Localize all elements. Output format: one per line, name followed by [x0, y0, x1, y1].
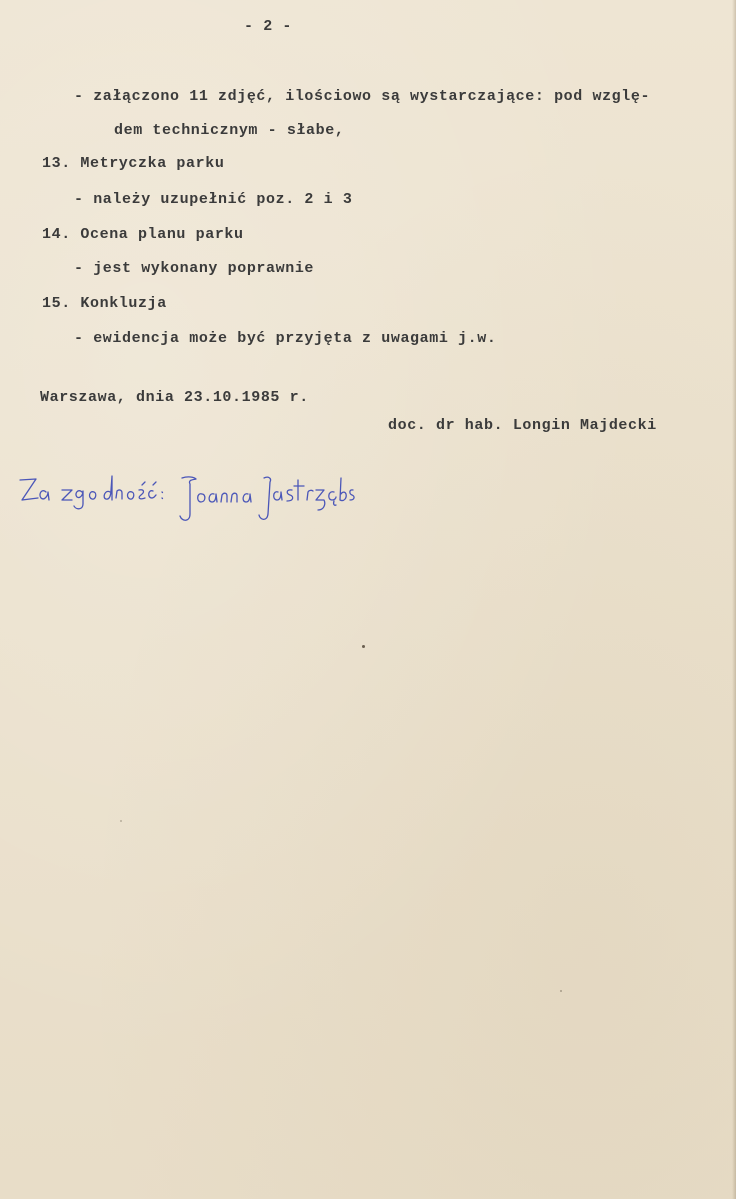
- signatory-name: doc. dr hab. Longin Majdecki: [388, 417, 657, 434]
- place-date: Warszawa, dnia 23.10.1985 r.: [40, 389, 309, 406]
- section-13-heading: 13. Metryczka parku: [42, 155, 225, 172]
- paper-speck: [120, 820, 122, 822]
- text-line-1: - załączono 11 zdjęć, ilościowo są wystarczające: pod wzglę-: [74, 88, 651, 105]
- page-number: - 2 -: [244, 18, 293, 35]
- handwritten-signature: [16, 470, 356, 530]
- section-14-heading: 14. Ocena planu parku: [42, 226, 244, 243]
- section-15-heading: 15. Konkluzja: [42, 295, 167, 312]
- page-edge-shadow: [732, 0, 736, 1199]
- section-15-note: - ewidencja może być przyjęta z uwagami j.w.: [74, 330, 497, 347]
- text-line-2: dem technicznym - słabe,: [114, 122, 345, 139]
- paper-speck: [560, 990, 562, 992]
- paper-speck: [362, 645, 365, 648]
- section-14-note: - jest wykonany poprawnie: [74, 260, 315, 277]
- section-13-note: - należy uzupełnić poz. 2 i 3: [74, 191, 353, 208]
